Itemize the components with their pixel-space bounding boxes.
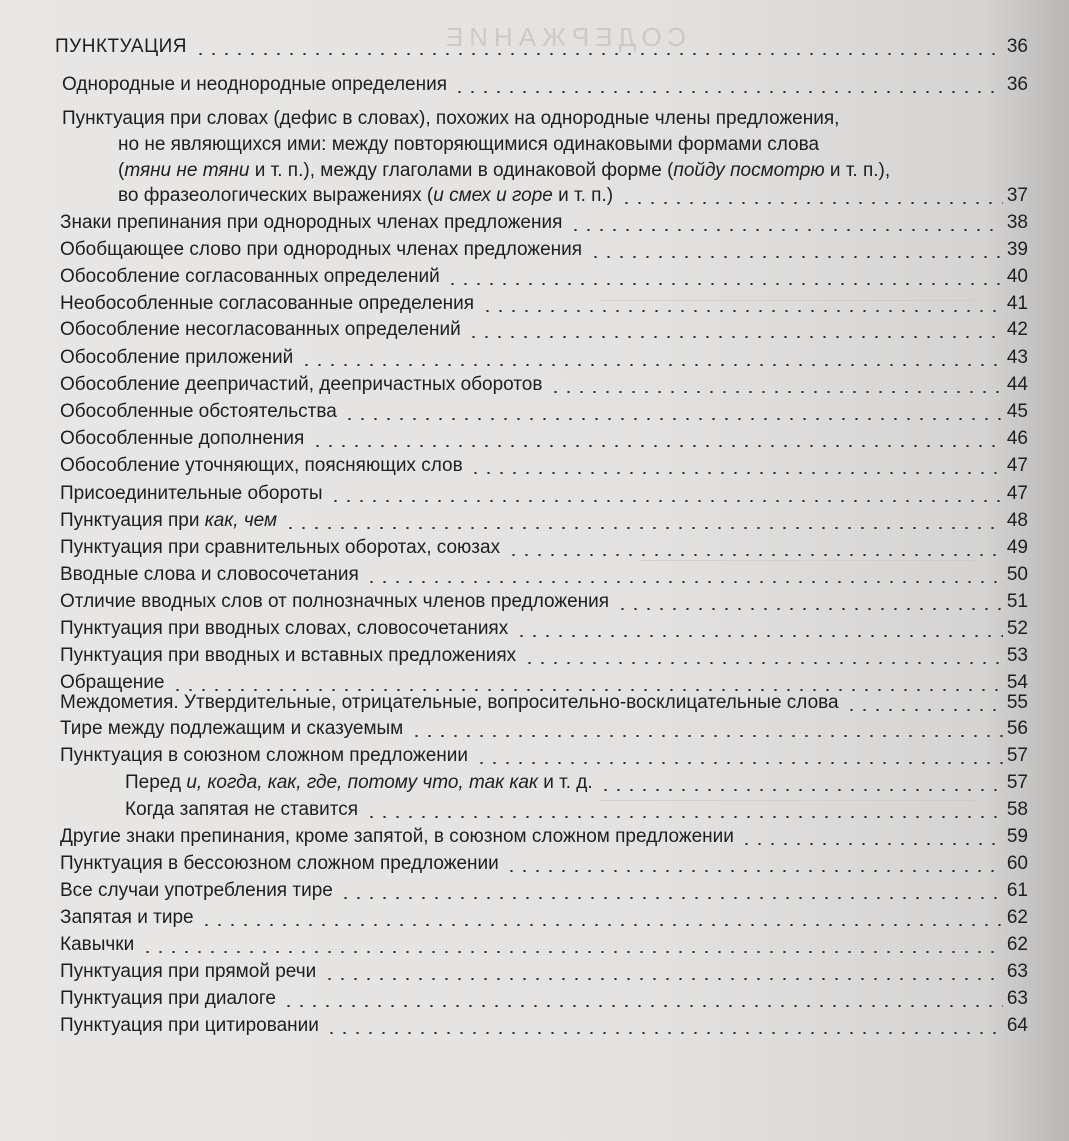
toc-entry-label: но не являющихся ими: между повторяющимися одинаковыми формами слова bbox=[118, 134, 820, 155]
toc-entry-label: Пунктуация при вводных словах, словосочетаниях bbox=[60, 618, 509, 639]
toc-page-number: 57 bbox=[1006, 772, 1028, 793]
toc-entry bbox=[0, 183, 1069, 209]
entry-text-part: и т. д. bbox=[537, 772, 593, 793]
dot-leader bbox=[323, 978, 1003, 980]
toc-entry-label: Междометия. Утвердительные, отрицательные, вопросительно-восклицательные слова bbox=[60, 692, 839, 713]
toc-entry bbox=[0, 643, 1069, 669]
toc-page-number: 39 bbox=[1006, 239, 1028, 260]
toc-entry-label: Кавычки bbox=[60, 934, 135, 955]
dot-leader bbox=[194, 53, 1003, 55]
dot-leader bbox=[311, 445, 1003, 447]
toc-entry-label bbox=[118, 183, 613, 209]
toc-entry-label bbox=[118, 158, 890, 184]
entry-text-part: Пунктуация при bbox=[60, 510, 205, 531]
toc-page-number: 49 bbox=[1006, 537, 1028, 558]
toc-page-number: 56 bbox=[1006, 718, 1028, 739]
toc-page-number: 54 bbox=[1006, 672, 1028, 693]
toc-entry-label: Пунктуация при цитировании bbox=[60, 1015, 319, 1036]
toc-entry-label: Обособленные дополнения bbox=[60, 428, 305, 449]
italic-example-text: и, когда, как, где, потому что, так как bbox=[186, 772, 538, 793]
dot-leader bbox=[616, 608, 1003, 610]
toc-entry-label: Пунктуация при сравнительных оборотах, союзах bbox=[60, 537, 501, 558]
dot-leader bbox=[446, 283, 1003, 285]
dot-leader bbox=[343, 418, 1003, 420]
dot-leader bbox=[325, 1032, 1003, 1034]
toc-entry-label: Пунктуация при словах (дефис в словах), похожих на однородные члены предложения, bbox=[62, 108, 840, 129]
toc-entry-label: Пунктуация в бессоюзном сложном предложении bbox=[60, 853, 499, 874]
toc-entry bbox=[0, 106, 1069, 132]
entry-text-part: ( bbox=[118, 160, 125, 181]
toc-entry bbox=[0, 932, 1069, 958]
toc-entry-label: Вводные слова и словосочетания bbox=[60, 564, 359, 585]
toc-page-number: 44 bbox=[1006, 374, 1028, 395]
toc-entry-label: Запятая и тире bbox=[60, 907, 194, 928]
dot-leader bbox=[549, 391, 1003, 393]
dot-leader bbox=[475, 762, 1003, 764]
dot-leader bbox=[469, 472, 1003, 474]
dot-leader bbox=[339, 897, 1003, 899]
toc-entry bbox=[0, 616, 1069, 642]
toc-entry bbox=[0, 690, 1069, 716]
toc-page-number: 36 bbox=[1006, 36, 1028, 57]
toc-entry bbox=[0, 535, 1069, 561]
toc-page-number: 55 bbox=[1006, 692, 1028, 713]
toc-entry bbox=[0, 878, 1069, 904]
toc-page-number: 53 bbox=[1006, 645, 1028, 666]
dot-leader bbox=[523, 662, 1003, 664]
toc-page-number: 63 bbox=[1006, 988, 1028, 1009]
dot-leader bbox=[300, 364, 1003, 366]
toc-entry bbox=[0, 158, 1069, 184]
toc-entry-label bbox=[125, 770, 593, 796]
dot-leader bbox=[599, 789, 1003, 791]
toc-page-number: 48 bbox=[1006, 510, 1028, 531]
dot-leader bbox=[467, 336, 1003, 338]
toc-entry-label: Обособление приложений bbox=[60, 347, 294, 368]
toc-entry-label: Пунктуация при прямой речи bbox=[60, 961, 317, 982]
toc-entry-label: Отличие вводных слов от полнозначных членов предложения bbox=[60, 591, 610, 612]
toc-page-number: 41 bbox=[1006, 293, 1028, 314]
toc-entry bbox=[0, 264, 1069, 290]
toc-page-number: 64 bbox=[1006, 1015, 1028, 1036]
dot-leader bbox=[740, 843, 1003, 845]
toc-entry-label: Все случаи употребления тире bbox=[60, 880, 333, 901]
dot-leader bbox=[410, 735, 1003, 737]
toc-page-number: 61 bbox=[1006, 880, 1028, 901]
toc-page-number: 60 bbox=[1006, 853, 1028, 874]
toc-entry bbox=[0, 237, 1069, 263]
toc-entry-label: Обособление деепричастий, деепричастных оборотов bbox=[60, 374, 543, 395]
italic-example-text: и смех и горе bbox=[433, 185, 553, 206]
toc-entry bbox=[0, 508, 1069, 534]
toc-entry-label: Однородные и неоднородные определения bbox=[62, 74, 447, 95]
toc-entry-label bbox=[60, 508, 277, 534]
dot-leader bbox=[515, 635, 1003, 637]
toc-entry-label: Пунктуация при вводных и вставных предложениях bbox=[60, 645, 517, 666]
toc-page-number: 62 bbox=[1006, 934, 1028, 955]
toc-page-number: 62 bbox=[1006, 907, 1028, 928]
italic-example-text: как, чем bbox=[204, 510, 278, 531]
toc-entry-label: Присоединительные обороты bbox=[60, 483, 323, 504]
toc-entry bbox=[0, 345, 1069, 371]
toc-page-number: 36 bbox=[1006, 74, 1028, 95]
entry-text-part: во фразеологических выражениях ( bbox=[118, 185, 434, 206]
toc-entry-label: Обособление несогласованных определений bbox=[60, 319, 461, 340]
toc-page-number: 50 bbox=[1006, 564, 1028, 585]
toc-page-number: 51 bbox=[1006, 591, 1028, 612]
toc-page-number: 63 bbox=[1006, 961, 1028, 982]
toc-entry-label: Другие знаки препинания, кроме запятой, в союзном сложном предложении bbox=[60, 826, 734, 847]
bleed-through-heading: СОДЕРЖАНИЕ bbox=[440, 22, 687, 52]
dot-leader bbox=[329, 500, 1003, 502]
toc-entry bbox=[0, 716, 1069, 742]
dot-leader bbox=[282, 1005, 1003, 1007]
dot-leader bbox=[589, 256, 1003, 258]
dot-leader bbox=[141, 951, 1003, 953]
italic-example-text: тяни не тяни bbox=[124, 160, 250, 181]
toc-page-number: 59 bbox=[1006, 826, 1028, 847]
toc-entry-label: Обобщающее слово при однородных членах предложения bbox=[60, 239, 583, 260]
toc-entry bbox=[0, 824, 1069, 850]
toc-entry bbox=[0, 589, 1069, 615]
toc-entry bbox=[0, 372, 1069, 398]
toc-page-number: 40 bbox=[1006, 266, 1028, 287]
toc-entry bbox=[0, 72, 1069, 98]
toc-entry bbox=[0, 905, 1069, 931]
section-title: ПУНКТУАЦИЯ bbox=[55, 36, 188, 57]
toc-entry bbox=[0, 797, 1069, 823]
toc-entry bbox=[0, 851, 1069, 877]
toc-entry-label: Обособление согласованных определений bbox=[60, 266, 440, 287]
toc-entry bbox=[0, 743, 1069, 769]
toc-page-number: 46 bbox=[1006, 428, 1028, 449]
toc-entry bbox=[0, 291, 1069, 317]
toc-entry-label: Обособленные обстоятельства bbox=[60, 401, 337, 422]
entry-text-part: и т. п.), между глаголами в одинаковой форме ( bbox=[249, 160, 674, 181]
entry-text-part: и т. п.) bbox=[552, 185, 614, 206]
toc-entry bbox=[0, 210, 1069, 236]
toc-entry bbox=[0, 1013, 1069, 1039]
toc-page-number: 47 bbox=[1006, 483, 1028, 504]
toc-entry-label: Обособление уточняющих, поясняющих слов bbox=[60, 455, 463, 476]
toc-entry-label: Знаки препинания при однородных членах предложения bbox=[60, 212, 563, 233]
toc-entry bbox=[0, 959, 1069, 985]
dot-leader bbox=[481, 310, 1003, 312]
toc-entry-label: Пунктуация в союзном сложном предложении bbox=[60, 745, 469, 766]
toc-entry bbox=[0, 317, 1069, 343]
toc-entry bbox=[0, 426, 1069, 452]
toc-entry bbox=[0, 986, 1069, 1012]
toc-entry-label: Когда запятая не ставится bbox=[125, 799, 359, 820]
toc-entry bbox=[0, 481, 1069, 507]
toc-page-number: 42 bbox=[1006, 319, 1028, 340]
toc-page-number: 43 bbox=[1006, 347, 1028, 368]
dot-leader bbox=[505, 870, 1003, 872]
toc-page-number: 47 bbox=[1006, 455, 1028, 476]
dot-leader bbox=[365, 581, 1003, 583]
dot-leader bbox=[845, 709, 1003, 711]
toc-entry bbox=[0, 453, 1069, 479]
dot-leader bbox=[620, 202, 1003, 204]
toc-page-number: 57 bbox=[1006, 745, 1028, 766]
toc-entry-label: Тире между подлежащим и сказуемым bbox=[60, 718, 404, 739]
entry-text-part: Перед bbox=[125, 772, 187, 793]
toc-entry-label: Обращение bbox=[60, 672, 165, 693]
dot-leader bbox=[365, 816, 1003, 818]
toc-entry bbox=[0, 562, 1069, 588]
dot-leader bbox=[200, 924, 1003, 926]
toc-entry bbox=[0, 132, 1069, 158]
toc-entry bbox=[0, 34, 1069, 60]
dot-leader bbox=[453, 91, 1003, 93]
toc-entry-label: Пунктуация при диалоге bbox=[60, 988, 276, 1009]
toc-page-number: 58 bbox=[1006, 799, 1028, 820]
toc-page-number: 37 bbox=[1006, 185, 1028, 206]
dot-leader bbox=[569, 229, 1003, 231]
toc-page-number: 45 bbox=[1006, 401, 1028, 422]
toc-entry-label: Необособленные согласованные определения bbox=[60, 293, 475, 314]
dot-leader bbox=[507, 554, 1003, 556]
toc-entry bbox=[0, 770, 1069, 796]
toc-page-number: 38 bbox=[1006, 212, 1028, 233]
italic-example-text: пойду посмотрю bbox=[673, 160, 825, 181]
dot-leader bbox=[284, 527, 1003, 529]
toc-page-number: 52 bbox=[1006, 618, 1028, 639]
entry-text-part: и т. п.), bbox=[824, 160, 891, 181]
toc-entry bbox=[0, 399, 1069, 425]
